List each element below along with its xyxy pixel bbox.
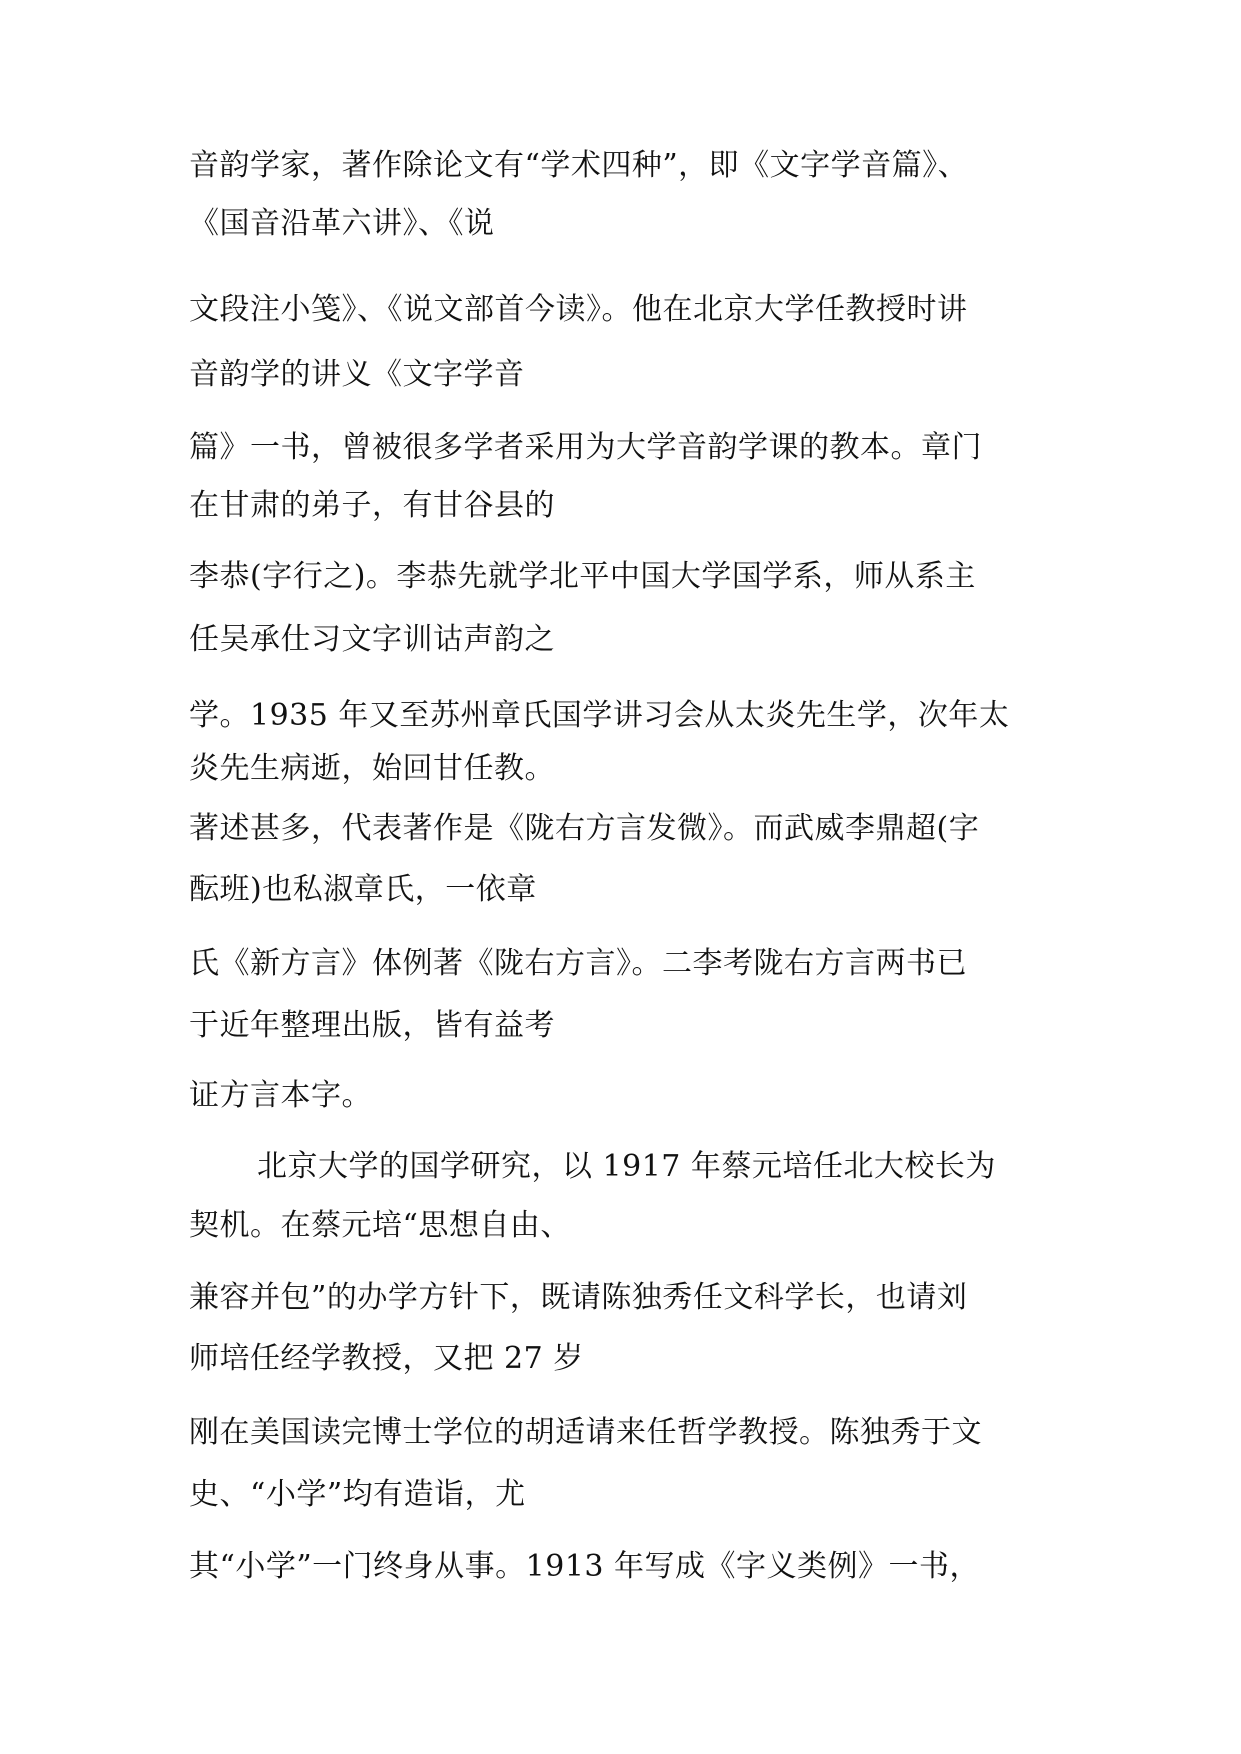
text-line-13: 氏《新方言》体例著《陇右方言》。二李考陇右方言两书已 [189, 946, 967, 981]
text-line-20: 刚在美国读完博士学位的胡适请来任哲学教授。陈独秀于文 [189, 1415, 982, 1450]
text-line-19: 师培任经学教授，又把 27 岁 [189, 1341, 584, 1376]
text-line-10: 炎先生病逝，始回甘任教。 [189, 751, 555, 786]
text-line-9: 学。1935 年又至苏州章氏国学讲习会从太炎先生学，次年太 [189, 698, 1010, 733]
text-line-12: 酝班)也私淑章氏，一依章 [189, 872, 537, 907]
text-line-21: 史、“小学”均有造诣，尤 [189, 1477, 526, 1512]
text-line-18: 兼容并包”的办学方针下，既请陈独秀任文科学长，也请刘 [189, 1280, 968, 1315]
text-line-3: 文段注小笺》、《说文部首今读》。他在北京大学任教授时讲 [189, 292, 968, 327]
text-line-16: 北京大学的国学研究，以 1917 年蔡元培任北大校长为 [257, 1149, 996, 1184]
text-line-5: 篇》一书，曾被很多学者采用为大学音韵学课的教本。章门 [189, 430, 982, 465]
text-line-22: 其“小学”一门终身从事。1913 年写成《字义类例》一书， [189, 1549, 981, 1584]
text-line-17: 契机。在蔡元培“思想自由、 [189, 1208, 571, 1243]
text-line-2: 《国音沿革六讲》、《说 [189, 206, 495, 241]
text-line-4: 音韵学的讲义《文字学音 [189, 357, 525, 392]
text-line-15: 证方言本字。 [189, 1078, 372, 1113]
text-line-6: 在甘肃的弟子，有甘谷县的 [189, 488, 555, 523]
text-line-7: 李恭(字行之)。李恭先就学北平中国大学国学系，师从系主 [189, 559, 976, 594]
text-line-1: 音韵学家，著作除论文有“学术四种”，即《文字学音篇》、 [189, 148, 969, 183]
text-line-11: 著述甚多，代表著作是《陇右方言发微》。而武威李鼎超(字 [189, 811, 980, 846]
text-line-14: 于近年整理出版，皆有益考 [189, 1008, 555, 1043]
text-line-8: 任吴承仕习文字训诂声韵之 [189, 622, 555, 657]
